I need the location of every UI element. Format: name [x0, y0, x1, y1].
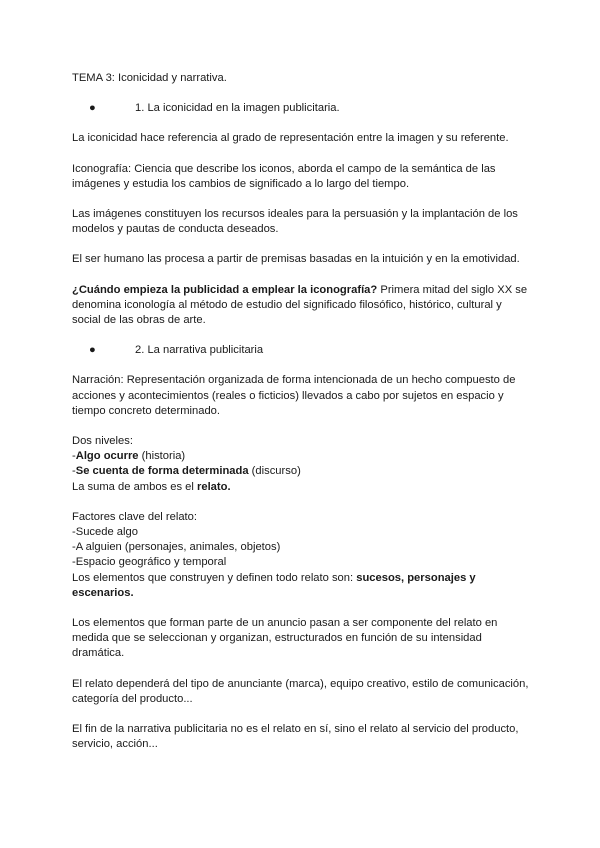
nivel-2-bold: Se cuenta de forma determinada: [75, 465, 249, 478]
doc-title: TEMA 3: Iconicidad y narrativa.: [72, 72, 227, 84]
elementos-text: Los elementos que construyen y definen todo relato son:: [72, 571, 357, 584]
paragraph-fin: El fin de la narrativa publicitaria no es el relato en sí, sino el relato al servicio del producto, servicio, acción...: [72, 723, 519, 751]
suma-bold: relato.: [197, 480, 231, 493]
bullet-item-1: [72, 101, 532, 116]
nivel-1-rest: (historia): [138, 450, 186, 463]
document-page: [72, 71, 532, 753]
factor-2: -A alguien (personajes, animales, objetos): [72, 541, 281, 554]
paragraph-imagenes: Las imágenes constituyen los recursos ideales para la persuasión y la implantación de los modelos y pautas de conducta deseados.: [72, 208, 518, 236]
suma-line: [72, 480, 532, 495]
bullet-item-2-text: 2. La narrativa publicitaria: [135, 344, 264, 357]
bullet-dot-icon: ●: [89, 344, 96, 357]
niveles-heading: Dos niveles:: [72, 435, 133, 448]
nivel-2-rest: (discurso): [248, 465, 301, 478]
factor-1: -Sucede algo: [72, 526, 138, 539]
question-bold: ¿Cuándo empieza la publicidad a emplear la iconografía?: [72, 283, 378, 296]
paragraph-anuncio: Los elementos que forman parte de un anuncio pasan a ser componente del relato en medida que se seleccionan y organizan, estructurados en función de su intensidad dramática.: [72, 617, 498, 660]
factor-3: -Espacio geográfico y temporal: [72, 556, 227, 569]
suma-text: La suma de ambos es el: [72, 480, 197, 493]
paragraph-narracion: Narración: Representación organizada de forma intencionada de un hecho compuesto de acciones y acontecimientos (reales o ficticios) llevados a cabo por sujetos en espacio y tiempo concreto determinado.: [72, 374, 516, 417]
question-rest: Primera mitad del siglo XX se denomina iconología al método de estudio del significado filosófico, histórico, cultural y social de las obras de arte.: [72, 283, 528, 327]
paragraph-iconicidad: La iconicidad hace referencia al grado de representación entre la imagen y su referente.: [72, 132, 509, 145]
nivel-2: [72, 464, 532, 479]
nivel-1: [72, 449, 532, 464]
paragraph-depende: El relato dependerá del tipo de anunciante (marca), equipo creativo, estilo de comunicación, categoría del producto...: [72, 677, 529, 705]
paragraph-iconografia: Iconografía: Ciencia que describe los iconos, aborda el campo de la semántica de las imágenes y estudia los cambios de significado a lo largo del tiempo.: [72, 162, 496, 190]
bullet-dot-icon: ●: [89, 102, 96, 115]
nivel-1-prefix: -: [72, 450, 76, 463]
elementos-line: [72, 571, 532, 601]
nivel-2-prefix: -: [72, 465, 76, 478]
paragraph-question: [72, 283, 532, 329]
elementos-bold: sucesos, personajes y escenarios.: [72, 571, 476, 599]
bullet-item-1-text: 1. La iconicidad en la imagen publicitaria.: [135, 102, 340, 115]
paragraph-ser-humano: El ser humano las procesa a partir de premisas basadas en la intuición y en la emotividad.: [72, 253, 520, 266]
factores-heading: Factores clave del relato:: [72, 510, 197, 523]
nivel-1-bold: Algo ocurre: [75, 450, 139, 463]
bullet-item-2: [72, 343, 532, 358]
